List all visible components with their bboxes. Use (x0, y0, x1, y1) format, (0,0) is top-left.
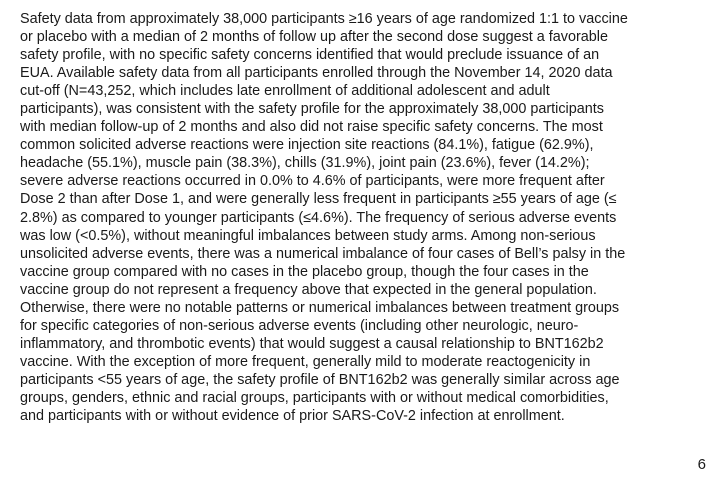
page-number: 6 (697, 456, 706, 473)
paragraph-line: vaccine group do not represent a frequency above that expected in the general population. (20, 281, 597, 298)
paragraph-line: inflammatory, and thrombotic events) that would suggest a causal relationship to BNT162b2 (20, 335, 604, 352)
paragraph-line: participants <55 years of age, the safety profile of BNT162b2 was generally similar across age (20, 371, 620, 388)
paragraph-line: safety profile, with no specific safety concerns identified that would preclude issuance of an (20, 47, 600, 64)
body-paragraph (20, 10, 710, 425)
paragraph-line: cut-off (N=43,252, which includes late enrollment of additional adolescent and adult (20, 83, 550, 100)
paragraph-line: EUA. Available safety data from all participants enrolled through the November 14, 2020 data (20, 65, 613, 82)
paragraph-line: for specific categories of non-serious adverse events (including other neurologic, neuro- (20, 317, 579, 334)
paragraph-line: or placebo with a median of 2 months of follow up after the second dose suggest a favorable (20, 29, 608, 46)
paragraph-line: common solicited adverse reactions were injection site reactions (84.1%), fatigue (62.9%), (20, 137, 594, 154)
paragraph-line: Otherwise, there were no notable patterns or numerical imbalances between treatment groups (20, 299, 620, 316)
paragraph-line: and participants with or without evidence of prior SARS-CoV-2 infection at enrollment. (20, 408, 565, 425)
paragraph-line: severe adverse reactions occurred in 0.0% to 4.6% of participants, were more frequent after (20, 173, 605, 190)
paragraph-line: vaccine. With the exception of more frequent, generally mild to moderate reactogenicity in (20, 353, 591, 370)
paragraph-line: was low (<0.5%), without meaningful imbalances between study arms. Among non-serious (20, 227, 596, 244)
paragraph-line: vaccine group compared with no cases in the placebo group, though the four cases in the (20, 263, 589, 280)
paragraph-line: with median follow-up of 2 months and also did not raise specific safety concerns. The most (20, 119, 603, 136)
paragraph-line: groups, genders, ethnic and racial groups, participants with or without medical comorbidities, (20, 389, 609, 406)
paragraph-line: 2.8%) as compared to younger participants (≤4.6%). The frequency of serious adverse events (20, 209, 617, 226)
paragraph-line: Dose 2 than after Dose 1, and were generally less frequent in participants ≥55 years of age (≤ (20, 191, 617, 208)
paragraph-line: unsolicited adverse events, there was a numerical imbalance of four cases of Bell’s palsy in the (20, 245, 626, 262)
paragraph-line: headache (55.1%), muscle pain (38.3%), chills (31.9%), joint pain (23.6%), fever (14.2%); (20, 155, 590, 172)
paragraph-line: Safety data from approximately 38,000 participants ≥16 years of age randomized 1:1 to vaccine (20, 11, 628, 27)
paragraph-line: participants), was consistent with the safety profile for the approximately 38,000 participants (20, 101, 604, 118)
